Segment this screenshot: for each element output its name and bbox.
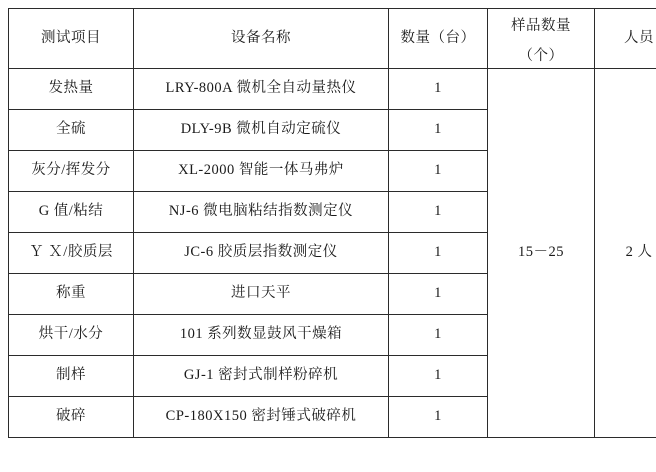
cell-sample-quantity-merged: 15－25 [488, 69, 595, 438]
cell-quantity: 1 [389, 110, 488, 151]
cell-personnel-merged: 2 人 [595, 69, 656, 438]
cell-quantity: 1 [389, 69, 488, 110]
cell-equipment-name: JC-6 胶质层指数测定仪 [134, 233, 389, 274]
cell-test-item: 烘干/水分 [9, 315, 134, 356]
cell-quantity: 1 [389, 356, 488, 397]
cell-quantity: 1 [389, 397, 488, 438]
cell-equipment-name: 进口天平 [134, 274, 389, 315]
cell-equipment-name: GJ-1 密封式制样粉碎机 [134, 356, 389, 397]
table-body [9, 69, 656, 438]
header-sample-quantity-inner [491, 11, 591, 66]
header-sample-quantity-line1: 样品数量 [511, 18, 571, 34]
table-header [9, 9, 656, 69]
cell-equipment-name: CP-180X150 密封锤式破碎机 [134, 397, 389, 438]
header-equipment-name: 设备名称 [134, 9, 389, 69]
cell-equipment-name: DLY-9B 微机自动定硫仪 [134, 110, 389, 151]
cell-quantity: 1 [389, 151, 488, 192]
cell-equipment-name: NJ-6 微电脑粘结指数测定仪 [134, 192, 389, 233]
equipment-table [8, 8, 656, 438]
header-sample-quantity-line2: （个） [518, 47, 564, 64]
header-quantity: 数量（台） [389, 9, 488, 69]
cell-equipment-name: 101 系列数显鼓风干燥箱 [134, 315, 389, 356]
cell-test-item: 发热量 [9, 69, 134, 110]
table-row [9, 69, 656, 110]
cell-test-item: 破碎 [9, 397, 134, 438]
cell-quantity: 1 [389, 274, 488, 315]
cell-test-item: 称重 [9, 274, 134, 315]
header-personnel: 人员 [595, 9, 656, 69]
header-test-item: 测试项目 [9, 9, 134, 69]
cell-test-item: 灰分/挥发分 [9, 151, 134, 192]
header-sample-quantity [488, 9, 595, 69]
cell-quantity: 1 [389, 192, 488, 233]
cell-equipment-name: LRY-800A 微机全自动量热仪 [134, 69, 389, 110]
cell-test-item: G 值/粘结 [9, 192, 134, 233]
cell-test-item: 制样 [9, 356, 134, 397]
table-header-row [9, 9, 656, 69]
cell-test-item: 全硫 [9, 110, 134, 151]
cell-quantity: 1 [389, 315, 488, 356]
cell-quantity: 1 [389, 233, 488, 274]
cell-test-item: Ｙ Ｘ/胶质层 [9, 233, 134, 274]
cell-equipment-name: XL-2000 智能一体马弗炉 [134, 151, 389, 192]
